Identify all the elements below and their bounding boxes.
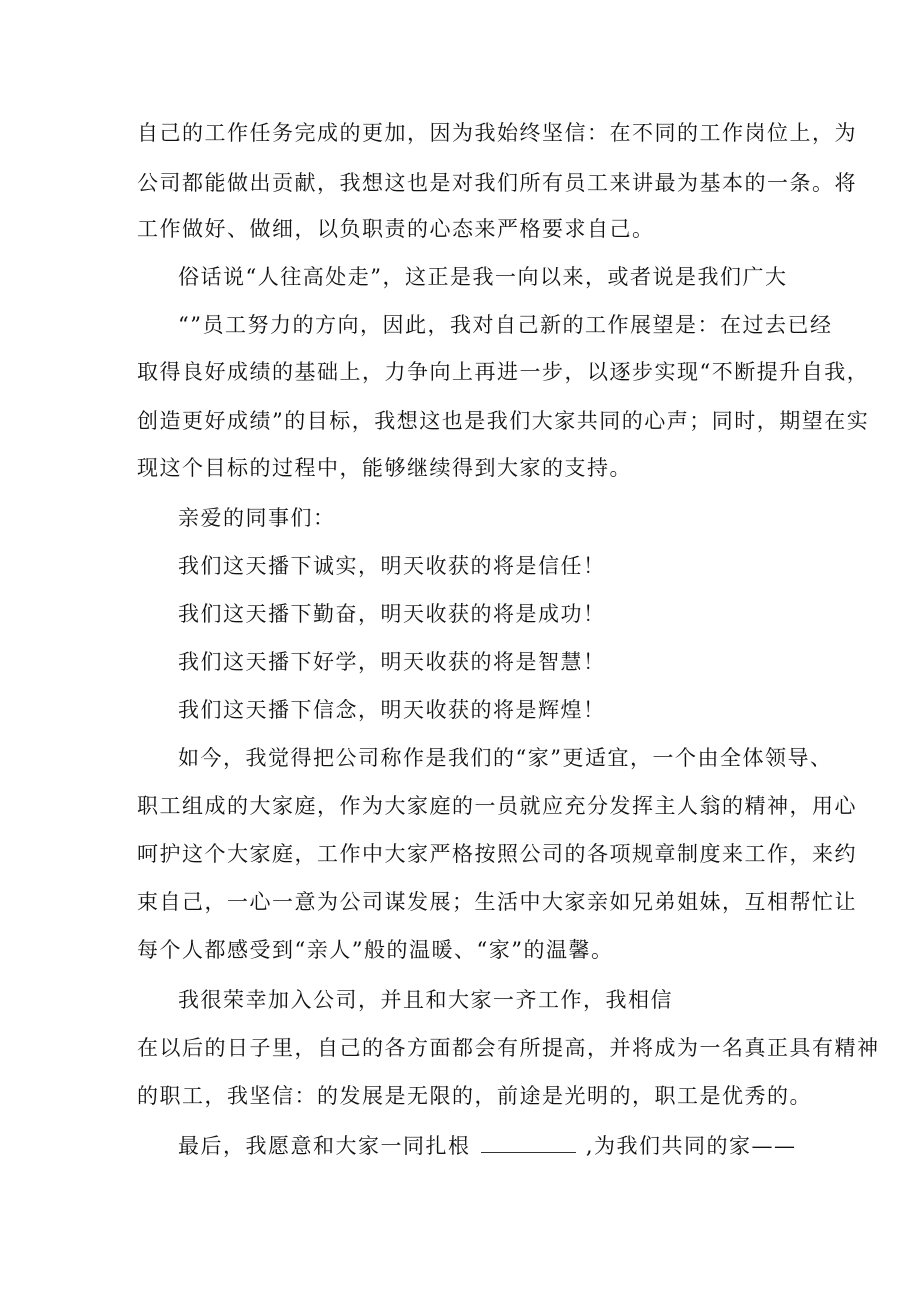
paragraph-line: 我们这天播下诚实，明天收获的将是信任！ xyxy=(178,554,606,578)
paragraph-line: 的职工，我坚信：的发展是无限的，前途是光明的，职工是优秀的。 xyxy=(137,1084,812,1108)
paragraph-line: 在以后的日子里，自己的各方面都会有所提高，并将成为一名真正具有精神 xyxy=(137,1036,880,1060)
paragraph-line: 现这个目标的过程中，能够继续得到大家的支持。 xyxy=(137,456,632,480)
paragraph-line: 自己的工作任务完成的更加，因为我始终坚信：在不同的工作岗位上，为 xyxy=(137,121,857,145)
salutation: 亲爱的同事们： xyxy=(178,506,336,530)
paragraph-line: 我们这天播下好学，明天收获的将是智慧！ xyxy=(178,650,606,674)
closing-text-after: ,为我们共同的家—— xyxy=(585,1134,797,1158)
paragraph-line: 我们这天播下信念，明天收获的将是辉煌！ xyxy=(178,698,606,722)
paragraph-line: 工作做好、做细，以负职责的心态来严格要求自己。 xyxy=(137,217,655,241)
paragraph-line: 公司都能做出贡献，我想这也是对我们所有员工来讲最为基本的一条。将 xyxy=(137,171,857,195)
closing-text-before: 最后，我愿意和大家一同扎根 xyxy=(178,1134,471,1158)
paragraph-line: 我很荣幸加入公司，并且和大家一齐工作，我相信 xyxy=(178,988,673,1012)
paragraph-line: 创造更好成绩”的目标，我想这也是我们大家共同的心声；同时，期望在实 xyxy=(137,409,870,433)
fill-in-blank xyxy=(481,1134,576,1153)
paragraph-line: 取得良好成绩的基础上，力争向上再进一步，以逐步实现“不断提升自我， xyxy=(137,360,870,384)
paragraph-line: 束自己，一心一意为公司谋发展；生活中大家亲如兄弟姐妹，互相帮忙让 xyxy=(137,890,857,914)
paragraph-line: 俗话说“人往高处走”，这正是我一向以来，或者说是我们广大 xyxy=(178,265,788,289)
closing-line xyxy=(178,1131,797,1161)
paragraph-line: 每个人都感受到“亲人”般的温暖、“家”的温馨。 xyxy=(137,938,614,962)
paragraph-line: “”员工努力的方向，因此，我对自己新的工作展望是：在过去已经 xyxy=(178,313,833,337)
paragraph-line: 呵护这个大家庭，工作中大家严格按照公司的各项规章制度来工作，来约 xyxy=(137,842,857,866)
paragraph-line: 我们这天播下勤奋，明天收获的将是成功！ xyxy=(178,602,606,626)
paragraph-line: 如今，我觉得把公司称作是我们的“家”更适宜，一个由全体领导、 xyxy=(178,746,833,770)
paragraph-line: 职工组成的大家庭，作为大家庭的一员就应充分发挥主人翁的精神，用心 xyxy=(137,794,857,818)
